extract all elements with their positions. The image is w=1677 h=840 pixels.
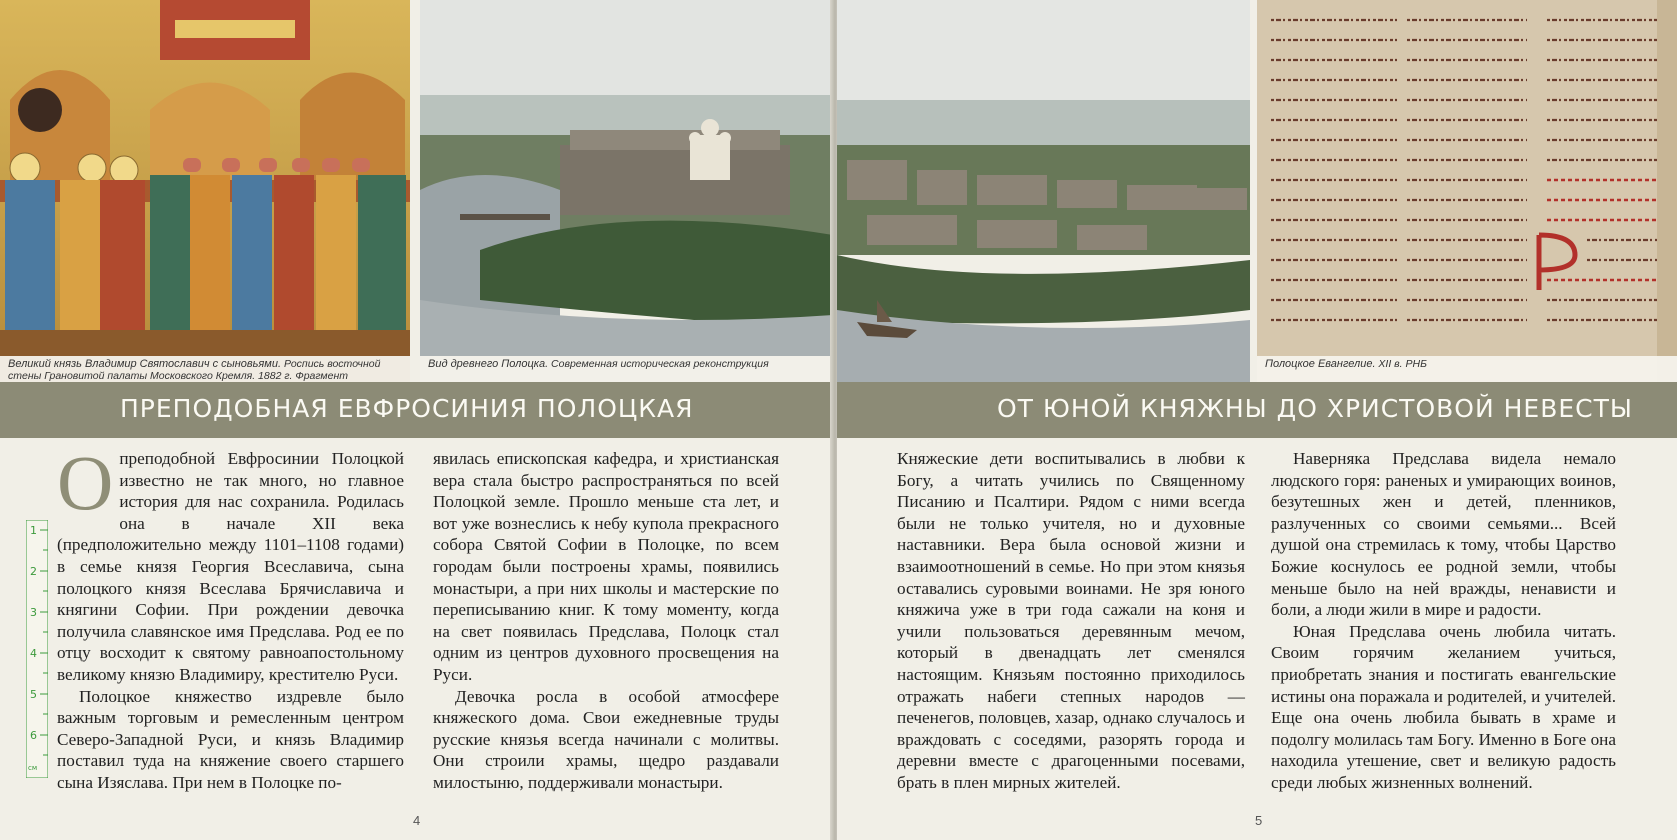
icon-painting-image [0, 0, 410, 382]
paragraph: явилась епископская кафедра, и христианская вера стала быстро распространяться по всей Полоцкой земле. Прошло меньше ста лет, и вот уже вознеслись к небу купола прекрасного собора Святой Софии в Полоцке, по всем городам были построены храмы, появились монастыри, а при них школы и мастерские по переписыванию книг. К тому моменту, когда на свет появилась Предслава, Полоцк стал одним из центров духовного просвещения на Руси. [433, 449, 779, 684]
paragraph: Девочка росла в особой атмосфере княжеского дома. Свои ежедневные труды русские князья всегда начинали с молитвы. Они строили храмы, щедро раздавали милостыню, поддерживали монастыри. [433, 686, 779, 792]
text-column-2 [433, 448, 779, 794]
polotsk-view-image-continued [837, 0, 1250, 382]
section-title: ПРЕПОДОБНАЯ ЕВФРОСИНИЯ ПОЛОЦКАЯ [120, 394, 694, 423]
right-page [837, 0, 1677, 840]
ruler-mark: 5 [30, 688, 37, 701]
text-column-1 [57, 439, 404, 794]
caption-text: Современная историческая реконструкция [551, 358, 769, 370]
ruler-mark: 1 [30, 524, 37, 537]
paragraph: Юная Предслава очень любила читать. Своим горячим желанием учиться, приобретать знания и постигать евангельские истины она поражала и родителей, и учителей. Еще она очень любила бывать в храме и подолгу молилась там Богу. Именно в Боге она находила утешение, свет и великую радость среди любых жизненных волнений. [1271, 621, 1616, 792]
caption-title: Вид древнего Полоцка. [428, 358, 549, 370]
page-number: 4 [413, 813, 421, 828]
caption-title: Полоцкое Евангелие. [1265, 358, 1376, 370]
caption-text: Роспись восточной стены Грановитой палаты Московского Кремля. 1882 г. Фрагмент [8, 358, 381, 382]
paragraph-text: преподобной Евфросинии Полоцкой известно не так много, но главное история для нас сохранила. Родилась она в начале XII века (предположительно между 1101–1108 годами) в семье князя Георгия Всеславича, сына полоцкого князя Всеслава Брячиславича и княгини Софии. При рождении девочка получила славянское имя Предслава. Род ее по отцу восходит к святому равноапостольному великому князю Владимиру, крестителю Руси. [57, 449, 404, 684]
image-caption [1257, 356, 1677, 382]
image-caption [0, 356, 410, 382]
ruler-unit: см [28, 764, 38, 772]
paragraph: Наверняка Предслава видела немало людского горя: раненых и умирающих воинов, безутешных жен и детей, пленников, разлученных со своими семьями... Всей душой она стремилась к тому, чтобы Царство Божие коснулось ее родной земли, чтобы меньше было на ней вражды, ненависти и боли, а люди жили в мире и радости. [1271, 449, 1616, 620]
text-column-1 [897, 448, 1245, 794]
section-title: ОТ ЮНОЙ КНЯЖНЫ ДО ХРИСТОВОЙ НЕВЕСТЫ [997, 394, 1633, 423]
paragraph: Княжеские дети воспитывались в любви к Богу, а читать учились по Священному Писанию и Псалтири. Рядом с ними всегда были не только учителя, но и духовные наставники. Вера была основой жизни и взаимоотношений в семье. Но при этом князья оставались суровыми воинами. Не зря юного княжича уже в три года сажали на коня и учили пользоваться деревянным мечом, который в двенадцать лет сменялся настоящим. Князьям постоянно приходилось отражать набеги степных народов — печенегов, половцев, хазар, однако случалось и враждовать с соседями, разорять города и деревни вместе с драгоценными посевами, брать в плен мирных жителей. [897, 449, 1245, 792]
paragraph [57, 439, 404, 686]
ruler-icon [26, 520, 48, 778]
text-column-2 [1271, 448, 1616, 794]
title-band [837, 382, 1677, 438]
gospel-manuscript-image [1257, 0, 1677, 382]
ruler-mark: 6 [30, 729, 37, 742]
image-caption [420, 356, 833, 382]
caption-text: XII в. РНБ [1378, 358, 1427, 370]
ruler-mark: 4 [30, 647, 37, 660]
ruler-mark: 2 [30, 565, 37, 578]
left-page [0, 0, 833, 840]
ruler-mark: 3 [30, 606, 37, 619]
drop-cap: О [57, 439, 114, 526]
polotsk-view-image [420, 0, 833, 382]
title-band [0, 382, 833, 438]
paragraph: Полоцкое княжество издревле было важным торговым и ремесленным центром Северо-Западной Руси, и князь Владимир поставил туда на княжение своего старшего сына Изяслава. При нем в Полоцке по- [57, 686, 404, 792]
caption-title: Великий князь Владимир Святославич с сыновьями. [8, 358, 282, 370]
page-number: 5 [1255, 813, 1263, 828]
